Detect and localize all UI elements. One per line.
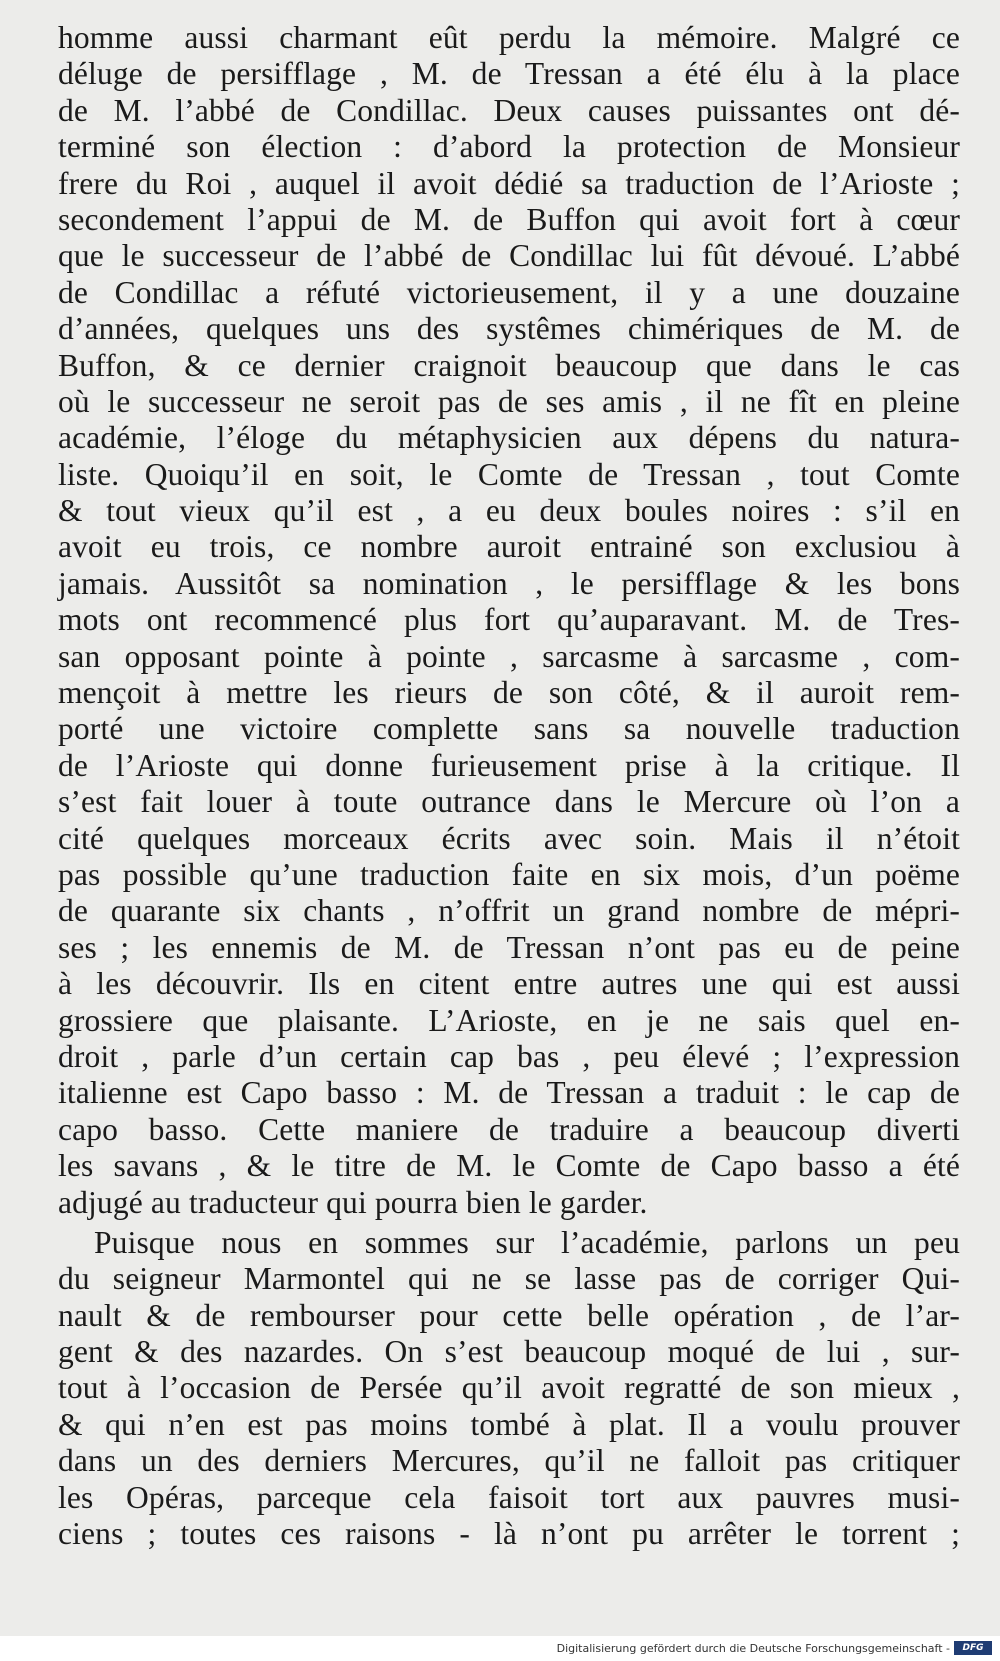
text-line: mots ont recommencé plus fort qu’auparavant. M. de Tres-	[58, 602, 960, 638]
text-line: dans un des derniers Mercures, qu’il ne falloit pas critiquer	[58, 1443, 960, 1479]
text-line: gent & des nazardes. On s’est beaucoup moqué de lui , sur-	[58, 1334, 960, 1370]
text-line: Puisque nous en sommes sur l’académie, parlons un peu	[94, 1224, 960, 1260]
text-line: les savans , & le titre de M. le Comte de Capo basso a été	[58, 1148, 960, 1184]
text-line: frere du Roi , auquel il avoit dédié sa traduction de l’Arioste ;	[58, 165, 960, 201]
text-line: les Opéras, parceque cela faisoit tort aux pauvres musi-	[58, 1479, 960, 1515]
text-line: à les découvrir. Ils en citent entre autres une qui est aussi	[58, 966, 960, 1002]
text-line: nault & de rembourser pour cette belle opération , de l’ar-	[58, 1297, 960, 1333]
text-line: secondement l’appui de M. de Buffon qui avoit fort à cœur	[58, 201, 960, 237]
text-line: où le successeur ne seroit pas de ses amis , il ne fît en pleine	[58, 383, 960, 419]
text-line: académie, l’éloge du métaphysicien aux dépens du natura-	[58, 420, 960, 456]
text-line: de M. l’abbé de Condillac. Deux causes puissantes ont dé-	[58, 92, 960, 128]
text-line: grossiere que plaisante. L’Arioste, en je ne sais quel en-	[58, 1002, 960, 1038]
text-line: jamais. Aussitôt sa nomination , le persifflage & les bons	[58, 565, 960, 601]
dfg-logo: DFG	[954, 1641, 992, 1655]
text-line: droit , parle d’un certain cap bas , peu élevé ; l’expression	[58, 1038, 960, 1074]
text-line: d’années, quelques uns des systêmes chimériques de M. de	[58, 311, 960, 347]
text-line: pas possible qu’une traduction faite en six mois, d’un poëme	[58, 856, 960, 892]
text-line: homme aussi charmant eût perdu la mémoire. Malgré ce	[58, 20, 960, 55]
text-line: avoit eu trois, ce nombre auroit entrainé son exclusiou à	[58, 529, 960, 565]
text-line: terminé son élection : d’abord la protection de Monsieur	[58, 129, 960, 165]
text-line: mençoit à mettre les rieurs de son côté, & il auroit rem-	[58, 675, 960, 711]
text-line: du seigneur Marmontel qui ne se lasse pas de corriger Qui-	[58, 1261, 960, 1297]
text-line: & tout vieux qu’il est , a eu deux boules noires : s’il en	[58, 493, 960, 529]
body-text	[58, 20, 960, 1552]
text-line: cité quelques morceaux écrits avec soin. Mais il n’étoit	[58, 820, 960, 856]
text-line: adjugé au traducteur qui pourra bien le garder.	[58, 1184, 648, 1220]
funding-credit: Digitalisierung gefördert durch die Deutsche Forschungsgemeinschaft -	[556, 1642, 950, 1655]
text-line: san opposant pointe à pointe , sarcasme à sarcasme , com-	[58, 638, 960, 674]
text-line: s’est fait louer à toute outrance dans le Mercure où l’on a	[58, 784, 960, 820]
text-line: porté une victoire complette sans sa nouvelle traduction	[58, 711, 960, 747]
text-line: déluge de persifflage , M. de Tressan a été élu à la place	[58, 56, 960, 92]
text-line: capo basso. Cette maniere de traduire a beaucoup diverti	[58, 1111, 960, 1147]
text-line: de Condillac a réfuté victorieusement, il y a une douzaine	[58, 274, 960, 310]
text-line: tout à l’occasion de Persée qu’il avoit regratté de son mieux ,	[58, 1370, 960, 1406]
text-line: liste. Quoiqu’il en soit, le Comte de Tressan , tout Comte	[58, 456, 960, 492]
footer-bar	[0, 1636, 1000, 1661]
text-line: & qui n’en est pas moins tombé à plat. Il a voulu prouver	[58, 1406, 960, 1442]
text-line: de l’Arioste qui donne furieusement prise à la critique. Il	[58, 747, 960, 783]
text-line: ciens ; toutes ces raisons - là n’ont pu arrêter le torrent ;	[58, 1516, 960, 1552]
text-line: de quarante six chants , n’offrit un grand nombre de mépri-	[58, 893, 960, 929]
text-line: ses ; les ennemis de M. de Tressan n’ont pas eu de peine	[58, 929, 960, 965]
text-line: italienne est Capo basso : M. de Tressan a traduit : le cap de	[58, 1075, 960, 1111]
text-line: que le successeur de l’abbé de Condillac lui fût dévoué. L’abbé	[58, 238, 960, 274]
text-line: Buffon, & ce dernier craignoit beaucoup que dans le cas	[58, 347, 960, 383]
